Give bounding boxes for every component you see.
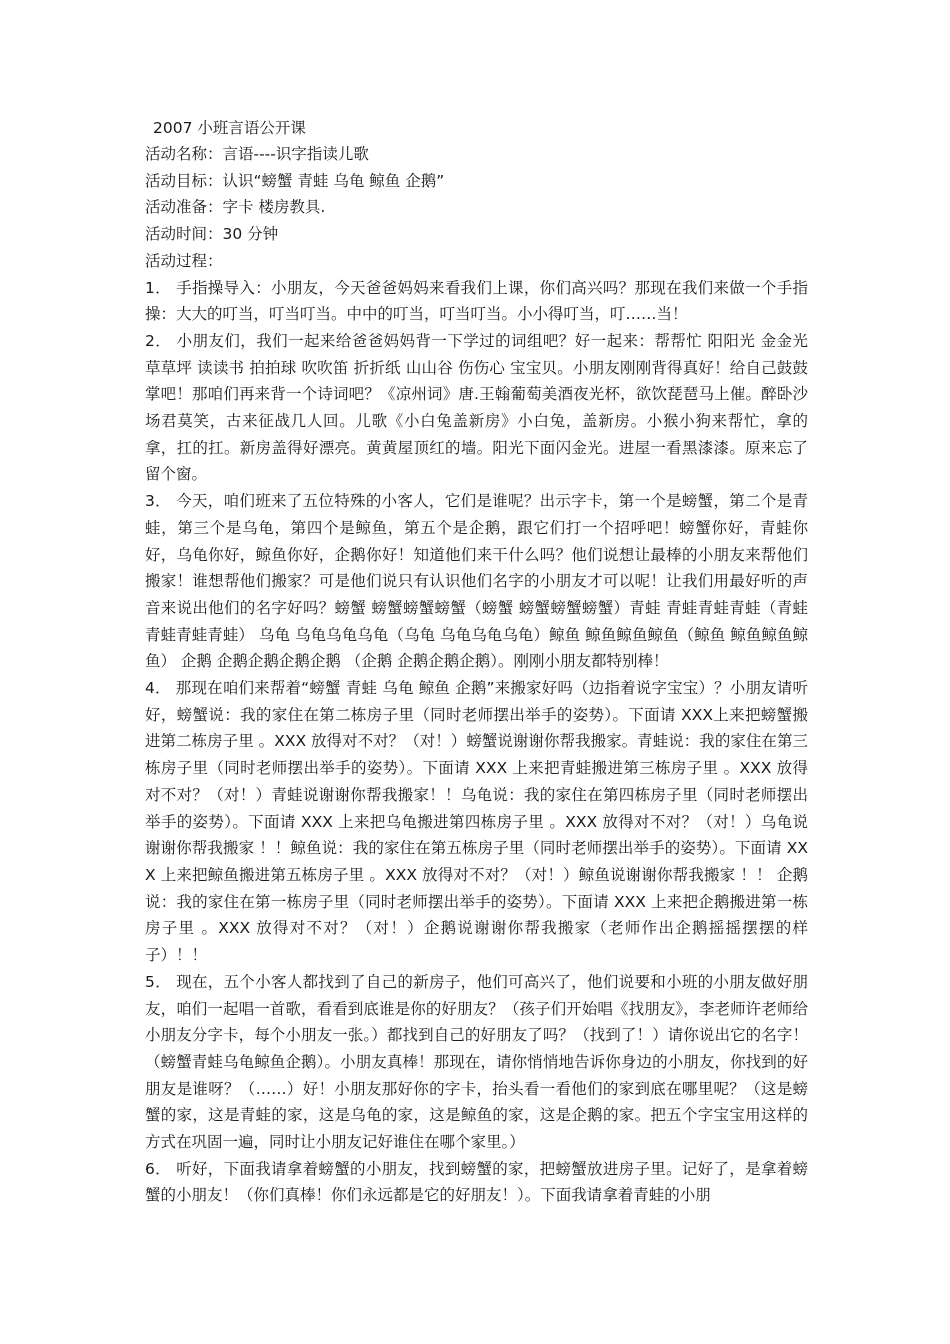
document-title: 2007 小班言语公开课 — [153, 119, 306, 137]
activity-time-line: 活动时间：30 分钟 — [145, 225, 279, 244]
step-5-paragraph: 5． 现在，五个小客人都找到了自己的新房子，他们可高兴了，他们说要和小班的小朋友做好朋友，咱们一起唱一首歌，看看到底谁是你的好朋友？（孩子们开始唱《找朋友》，李老师许老师给小朋友分字卡，每个小朋友一张。）都找到自己的好朋友了吗？（找到了！）请你说出它的名字！（螃蟹青蛙乌龟鲸鱼企鹅）。小朋友真棒！那现在，请你悄悄地告诉你身边的小朋友，你找到的好朋友是谁呀？（……）好！小朋友那好你的字卡，抬头看一看他们的家到底在哪里呢？（这是螃蟹的家，这是青蛙的家，这是乌龟的家，这是鲸鱼的家，这是企鹅的家。把五个字宝宝用这样的方式在巩固一遍，同时让小朋友记好谁住在哪个家里。） — [145, 972, 808, 1152]
activity-process-heading: 活动过程： — [145, 251, 223, 270]
activity-goal-line: 活动目标：认识“螃蟹 青蛙 乌龟 鲸鱼 企鹅” — [145, 171, 445, 190]
activity-prep-line: 活动准备：字卡 楼房教具. — [145, 198, 326, 217]
step-4-paragraph: 4． 那现在咱们来帮着“螃蟹 青蛙 乌龟 鲸鱼 企鹅”来搬家好吗（边指着说字宝宝）？小朋友请听好，螃蟹说：我的家住在第二栋房子里（同时老师摆出举手的姿势）。下面请 XXX上来把螃蟹搬进第二栋房子里 。XXX 放得对不对？（对！）螃蟹说谢谢你帮我搬家。青蛙说：我的家住在第三栋房子里（同时老师摆出举手的姿势）。下面请 XXX 上来把青蛙搬进第三栋房子里 。XXX 放得对不对？（对！）青蛙说谢谢你帮我搬家！！乌龟说：我的家住在第四栋房子里（同时老师摆出举手的姿势）。下面请 XXX 上来把乌龟搬进第四栋房子里 。XXX 放得对不对？（对！）乌龟说谢谢你帮我搬家 ！！鲸鱼说：我的家住在第五栋房子里（同时老师摆出举手的姿势）。下面请 XXX 上来把鲸鱼搬进第五栋房子里 。XXX 放得对不对？（对！）鲸鱼说谢谢你帮我搬家 ！！ 企鹅说：我的家住在第一栋房子里（同时老师摆出举手的姿势）。下面请 XXX 上来把企鹅搬进第一栋房子里 。XXX 放得对不对？（对！）企鹅说谢谢你帮我搬家（老师作出企鹅摇摇摆摆的样子）！！ — [145, 679, 808, 965]
step-1-paragraph: 1． 手指操导入：小朋友，今天爸爸妈妈来看我们上课，你们高兴吗？那现在我们来做一个手指操：大大的叮当，叮当叮当。中中的叮当，叮当叮当。小小得叮当，叮……当！ — [145, 278, 808, 324]
activity-name-line: 活动名称：言语----识字指读儿歌 — [145, 145, 369, 163]
step-6-paragraph: 6． 听好，下面我请拿着螃蟹的小朋友，找到螃蟹的家，把螃蟹放进房子里。记好了，是拿着螃蟹的小朋友！（你们真棒！你们永远都是它的好朋友！）。下面我请拿着青蛙的小朋 — [145, 1159, 808, 1205]
step-2-paragraph: 2． 小朋友们，我们一起来给爸爸妈妈背一下学过的词组吧？好一起来：帮帮忙 阳阳光 金金光 草草坪 读读书 拍拍球 吹吹笛 折折纸 山山谷 伤伤心 宝宝贝。小朋友刚刚背得真好！给自己鼓鼓掌吧！那咱们再来背一个诗词吧？《凉州词》唐.王翰葡萄美酒夜光杯，欲饮琵琶马上催。醉卧沙场君莫笑，古来征战几人回。儿歌《小白兔盖新房》小白兔，盖新房。小猴小狗来帮忙，拿的拿，扛的扛。新房盖得好漂亮。黄黄屋顶红的墙。阳光下面闪金光。进屋一看黑漆漆。原来忘了留个窗。 — [145, 331, 808, 484]
step-3-paragraph: 3． 今天，咱们班来了五位特殊的小客人，它们是谁呢？出示字卡，第一个是螃蟹，第二个是青蛙，第三个是乌龟，第四个是鲸鱼，第五个是企鹅，跟它们打一个招呼吧！螃蟹你好，青蛙你好，乌龟你好，鲸鱼你好，企鹅你好！知道他们来干什么吗？他们说想让最棒的小朋友来帮他们搬家！谁想帮他们搬家？可是他们说只有认识他们名字的小朋友才可以呢！让我们用最好听的声音来说出他们的名字好吗？螃蟹 螃蟹螃蟹螃蟹（螃蟹 螃蟹螃蟹螃蟹）青蛙 青蛙青蛙青蛙（青蛙 青蛙青蛙青蛙） 乌龟 乌龟乌龟乌龟（乌龟 乌龟乌龟乌龟）鲸鱼 鲸鱼鲸鱼鲸鱼（鲸鱼 鲸鱼鲸鱼鲸鱼） 企鹅 企鹅企鹅企鹅企鹅 （企鹅 企鹅企鹅企鹅）。刚刚小朋友都特别棒！ — [145, 492, 808, 671]
